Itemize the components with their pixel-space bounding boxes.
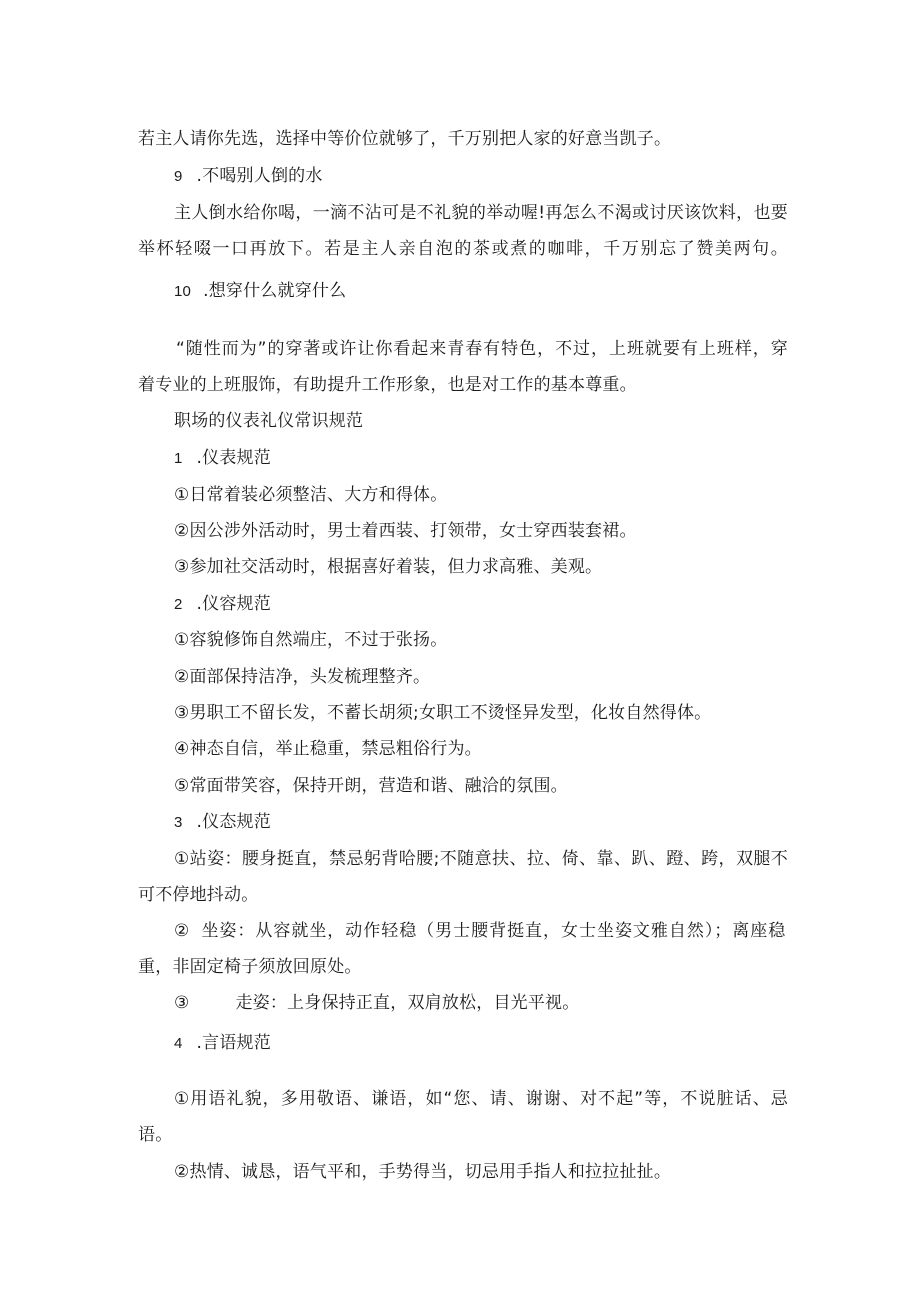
- list-item: ①用语礼貌，多用敬语、谦语，如“您、请、谢谢、对不起”等，不说脏话、忌: [174, 1089, 788, 1109]
- heading-text: .仪表规范: [196, 448, 271, 468]
- list-item-continuation: 可不停地抖动。: [138, 885, 259, 905]
- list-item-text: 坐姿：从容就坐，动作轻稳（男士腰背挺直，女士坐姿文雅自然）；离座稳: [201, 921, 786, 941]
- heading-4: [174, 1032, 788, 1055]
- heading-number: 3: [174, 814, 183, 831]
- heading-10: [174, 280, 788, 303]
- list-item: ④神态自信，举止稳重，禁忌粗俗行为。: [174, 739, 482, 759]
- heading-number: 2: [174, 596, 183, 613]
- heading-text: .想穿什么就穿什么: [203, 281, 347, 301]
- list-item: [174, 992, 788, 1014]
- heading-text: .言语规范: [196, 1033, 271, 1053]
- heading-9: [174, 165, 788, 188]
- heading-text: .仪容规范: [196, 594, 271, 614]
- heading-number: 4: [174, 1035, 183, 1052]
- list-item: ②因公涉外活动时，男士着西装、打领带，女士穿西装套裙。: [174, 521, 637, 541]
- heading-text: .仪态规范: [196, 812, 271, 832]
- heading-number: 9: [174, 168, 183, 185]
- list-item: ⑤常面带笑容，保持开朗，营造和谐、融洽的氛围。: [174, 776, 568, 796]
- paragraph-line: 举杯轻啜一口再放下。若是主人亲自泡的茶或煮的咖啡，千万别忘了赞美两句。: [138, 239, 788, 259]
- heading-3: [174, 811, 788, 834]
- list-item: ③男职工不留长发，不蓄长胡须;女职工不烫怪异发型，化妆自然得体。: [174, 703, 712, 723]
- list-item: ①站姿：腰身挺直，禁忌躬背哈腰;不随意扶、拉、倚、靠、趴、蹬、跨，双腿不: [174, 849, 788, 869]
- list-marker: ③: [174, 993, 190, 1013]
- section-title: 职场的仪表礼仪常识规范: [174, 411, 364, 431]
- list-item: ①容貌修饰自然端庄，不过于张扬。: [174, 630, 448, 650]
- heading-number: 1: [174, 450, 183, 467]
- heading-text: .不喝别人倒的水: [196, 166, 323, 186]
- list-item: ②热情、诚恳，语气平和，手势得当，切忌用手指人和拉拉扯扯。: [174, 1162, 672, 1182]
- list-item: ②面部保持洁净，头发梳理整齐。: [174, 667, 431, 687]
- list-marker: ②: [174, 921, 190, 941]
- list-item: [174, 920, 788, 942]
- heading-1: [174, 447, 788, 470]
- list-item: ③参加社交活动时，根据喜好着装，但力求高雅、美观。: [174, 557, 603, 577]
- paragraph-line: “随性而为”的穿著或许让你看起来青春有特色，不过，上班就要有上班样，穿: [176, 339, 788, 359]
- paragraph-line: 若主人请你先选，选择中等价位就够了，千万别把人家的好意当凯子。: [138, 129, 672, 149]
- list-item: ①日常着装必须整洁、大方和得体。: [174, 485, 448, 505]
- heading-number: 10: [174, 283, 192, 300]
- heading-2: [174, 593, 788, 616]
- paragraph-line: 着专业的上班服饰，有助提升工作形象，也是对工作的基本尊重。: [138, 375, 637, 395]
- paragraph-line: 主人倒水给你喝，一滴不沾可是不礼貌的举动喔!再怎么不渴或讨厌该饮料，也要: [174, 203, 788, 223]
- list-item-continuation: 重，非固定椅子须放回原处。: [138, 957, 362, 977]
- list-item-text: 走姿：上身保持正直，双肩放松，目光平视。: [235, 993, 580, 1013]
- list-item-continuation: 语。: [138, 1125, 173, 1145]
